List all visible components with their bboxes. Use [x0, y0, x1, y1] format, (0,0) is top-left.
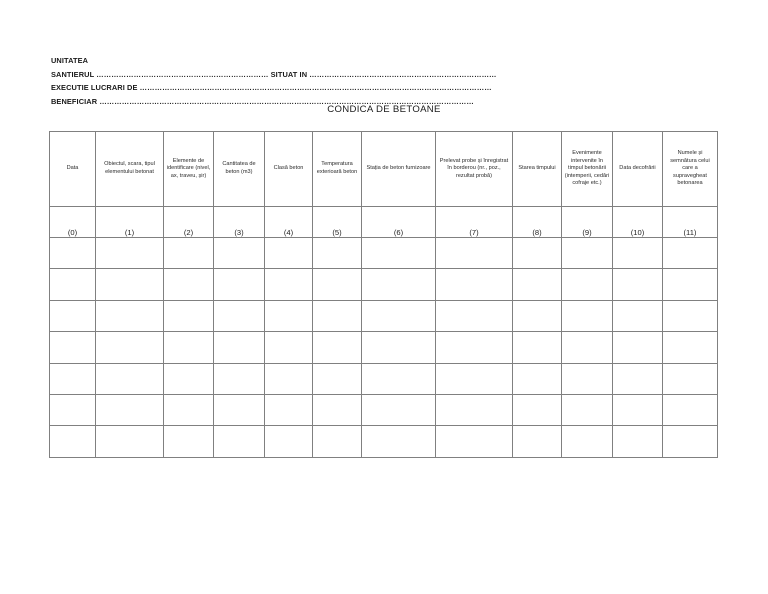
table-cell[interactable] — [96, 363, 164, 394]
column-index-cell — [164, 207, 214, 238]
form-header — [51, 54, 497, 108]
table-cell[interactable] — [663, 426, 718, 457]
table-cell[interactable] — [436, 300, 513, 331]
column-index-cell — [265, 207, 313, 238]
table-cell[interactable] — [513, 426, 562, 457]
header-santierul: SANTIERUL …………………………………………………………… SITUAT IN ………………………………………………………………… — [51, 69, 497, 79]
column-index-label: (11) — [683, 227, 697, 237]
table-header-row — [50, 132, 718, 207]
table-cell[interactable] — [164, 300, 214, 331]
table-cell[interactable] — [164, 332, 214, 363]
table-cell[interactable] — [214, 238, 265, 269]
column-index-cell — [663, 207, 718, 238]
table-cell[interactable] — [96, 269, 164, 300]
table-cell[interactable] — [50, 238, 96, 269]
table-cell[interactable] — [313, 363, 362, 394]
table-cell[interactable] — [96, 332, 164, 363]
table-cell[interactable] — [96, 426, 164, 457]
column-index-label: (0) — [67, 227, 78, 237]
table-cell[interactable] — [562, 363, 613, 394]
column-index-label: (3) — [234, 227, 244, 237]
table-cell[interactable] — [50, 269, 96, 300]
table-cell[interactable] — [436, 394, 513, 425]
table-cell[interactable] — [164, 269, 214, 300]
table-cell[interactable] — [513, 238, 562, 269]
table-cell[interactable] — [265, 426, 313, 457]
table-cell[interactable] — [164, 238, 214, 269]
table-cell[interactable] — [50, 332, 96, 363]
table-cell[interactable] — [613, 363, 663, 394]
column-header: Numele și semnătura celui care a supravegheat betonarea — [663, 132, 718, 207]
table-cell[interactable] — [214, 332, 265, 363]
table-cell[interactable] — [265, 363, 313, 394]
table-cell[interactable] — [513, 363, 562, 394]
table-cell[interactable] — [562, 394, 613, 425]
table-cell[interactable] — [362, 426, 436, 457]
table-cell[interactable] — [362, 394, 436, 425]
table-cell[interactable] — [96, 394, 164, 425]
table-cell[interactable] — [562, 300, 613, 331]
column-index-cell — [436, 207, 513, 238]
table-cell[interactable] — [164, 394, 214, 425]
table-cell[interactable] — [663, 300, 718, 331]
table-cell[interactable] — [214, 363, 265, 394]
column-header: Evenimente intervenite în timpul betonării (intemperii, cedări cofraje etc.) — [562, 132, 613, 207]
table-cell[interactable] — [313, 269, 362, 300]
column-index-cell — [362, 207, 436, 238]
table-cell[interactable] — [513, 300, 562, 331]
table-cell[interactable] — [214, 394, 265, 425]
column-header: Elemente de identificare (nivel, ax, traveu, șir) — [164, 132, 214, 207]
table-cell[interactable] — [436, 363, 513, 394]
table-cell[interactable] — [562, 269, 613, 300]
table-cell[interactable] — [436, 269, 513, 300]
table-row — [50, 426, 718, 457]
column-header: Cantitatea de beton (m3) — [214, 132, 265, 207]
table-cell[interactable] — [613, 394, 663, 425]
table-cell[interactable] — [613, 269, 663, 300]
column-index-cell — [50, 207, 96, 238]
column-header: Starea timpului — [513, 132, 562, 207]
table-cell[interactable] — [663, 363, 718, 394]
column-header: Stația de beton furnizoare — [362, 132, 436, 207]
column-index-label: (2) — [183, 227, 194, 237]
column-header: Clasă beton — [265, 132, 313, 207]
table-cell[interactable] — [50, 300, 96, 331]
table-cell[interactable] — [50, 426, 96, 457]
table-row — [50, 300, 718, 331]
table-cell[interactable] — [663, 394, 718, 425]
table-cell[interactable] — [562, 332, 613, 363]
header-executie: EXECUTIE LUCRARI DE …………………………………………………………………………………………………………………………… — [51, 83, 492, 93]
table-cell[interactable] — [562, 238, 613, 269]
column-index-cell — [562, 207, 613, 238]
table-cell[interactable] — [50, 394, 96, 425]
document-title: CONDICA DE BETOANE — [327, 104, 441, 115]
table-cell[interactable] — [164, 363, 214, 394]
table-row — [50, 363, 718, 394]
column-index-label: (4) — [283, 227, 294, 237]
concrete-register-table — [49, 131, 718, 458]
table-cell[interactable] — [362, 300, 436, 331]
table-cell[interactable] — [513, 332, 562, 363]
table-cell[interactable] — [613, 332, 663, 363]
column-header: Obiectul, scara, tipul elementului betonat — [96, 132, 164, 207]
table-cell[interactable] — [265, 394, 313, 425]
column-index-cell — [96, 207, 164, 238]
table-cell[interactable] — [613, 238, 663, 269]
table-cell[interactable] — [362, 363, 436, 394]
table-cell[interactable] — [313, 394, 362, 425]
column-index-label: (8) — [532, 227, 542, 237]
column-index-label: (6) — [393, 227, 404, 237]
table-cell[interactable] — [362, 332, 436, 363]
table-cell[interactable] — [214, 426, 265, 457]
column-index-label: (9) — [582, 227, 592, 237]
table-cell[interactable] — [96, 300, 164, 331]
table-cell[interactable] — [562, 426, 613, 457]
column-index-label: (1) — [124, 227, 135, 237]
column-index-row — [50, 207, 718, 238]
table-cell[interactable] — [362, 269, 436, 300]
table-cell[interactable] — [663, 238, 718, 269]
table-cell[interactable] — [663, 269, 718, 300]
table-row — [50, 394, 718, 425]
header-unitatea: UNITATEA — [51, 56, 89, 65]
column-index-label: (7) — [469, 227, 479, 237]
column-header: Data decofrării — [613, 132, 663, 207]
header-beneficiar: BENEFICIAR …………………………………………………………………………………………………………………………………… — [51, 96, 474, 106]
table-cell[interactable] — [313, 238, 362, 269]
table-cell[interactable] — [362, 238, 436, 269]
table-row — [50, 332, 718, 363]
table-cell[interactable] — [613, 300, 663, 331]
table-cell[interactable] — [50, 363, 96, 394]
column-index-label: (10) — [630, 227, 645, 237]
table-cell[interactable] — [613, 426, 663, 457]
table-cell[interactable] — [436, 332, 513, 363]
table-cell[interactable] — [164, 426, 214, 457]
table-cell[interactable] — [313, 426, 362, 457]
table-cell[interactable] — [436, 426, 513, 457]
table-cell[interactable] — [313, 300, 362, 331]
table-cell[interactable] — [214, 300, 265, 331]
table-cell[interactable] — [513, 394, 562, 425]
column-index-cell — [214, 207, 265, 238]
column-index-cell — [313, 207, 362, 238]
table-cell[interactable] — [265, 269, 313, 300]
column-header: Data — [50, 132, 96, 207]
column-index-cell — [513, 207, 562, 238]
table-cell[interactable] — [513, 269, 562, 300]
table-cell[interactable] — [265, 300, 313, 331]
table-cell[interactable] — [436, 238, 513, 269]
column-index-cell — [613, 207, 663, 238]
table-cell[interactable] — [96, 238, 164, 269]
table-row — [50, 269, 718, 300]
table-cell[interactable] — [265, 332, 313, 363]
column-header: Temperatura exterioară beton — [313, 132, 362, 207]
table-cell[interactable] — [265, 238, 313, 269]
column-header: Prelevat probe și înregistrat în borderou (nr., poz., rezultat probă) — [436, 132, 513, 207]
column-index-label: (5) — [332, 227, 342, 237]
table-row — [50, 238, 718, 269]
table-cell[interactable] — [313, 332, 362, 363]
table-cell[interactable] — [663, 332, 718, 363]
table-cell[interactable] — [214, 269, 265, 300]
